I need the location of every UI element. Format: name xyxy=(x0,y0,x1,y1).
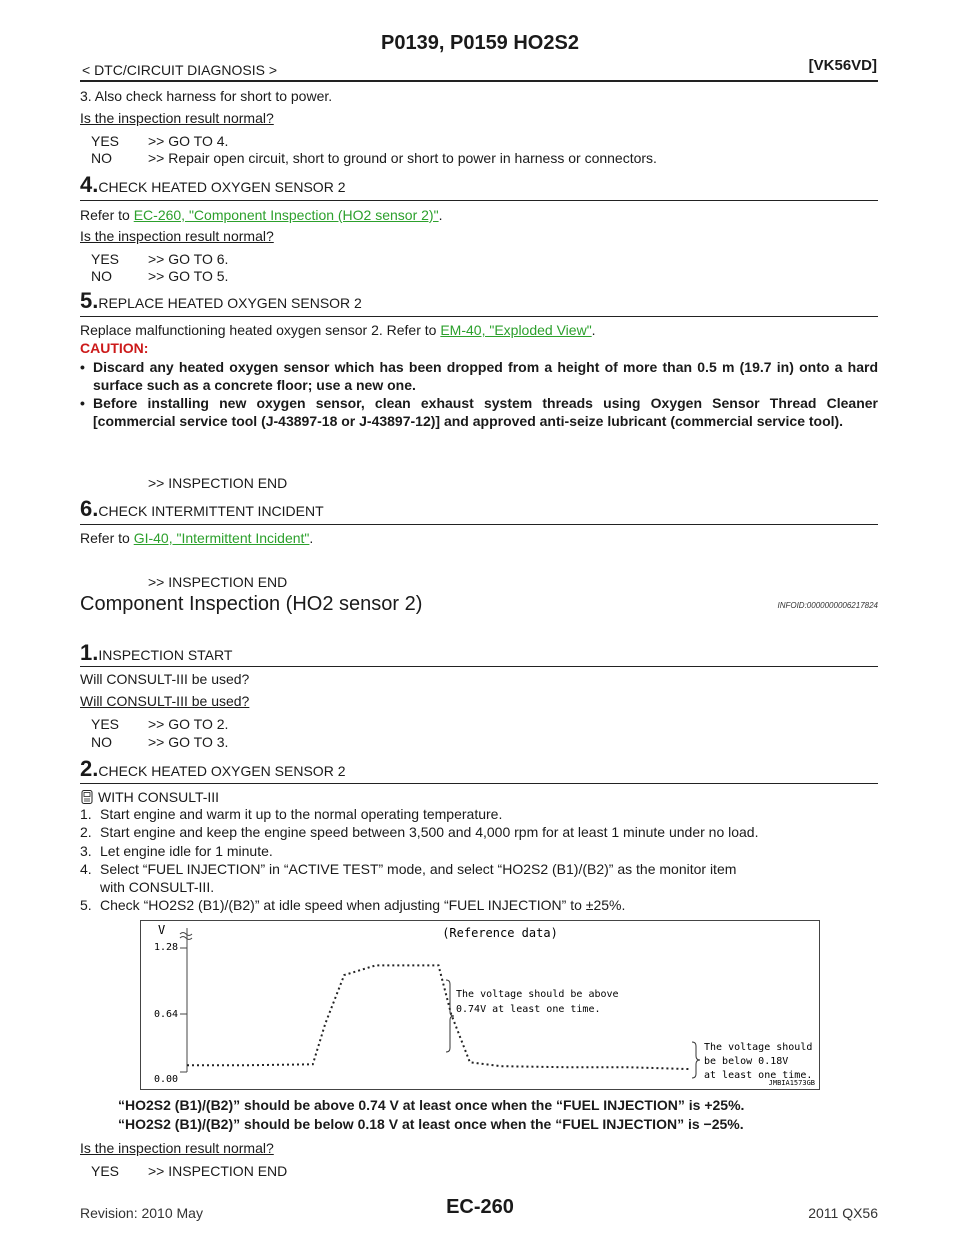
annotation-1-line-1: The voltage should be above xyxy=(456,989,619,1000)
step3-line: 3. Also check harness for short to power. xyxy=(80,88,333,104)
engine-code: [VK56VD] xyxy=(808,57,877,74)
criteria-note-2: “HO2S2 (B1)/(B2)” should be below 0.18 V at least once when the “FUEL INJECTION” is −25%. xyxy=(118,1116,744,1132)
breadcrumb: < DTC/CIRCUIT DIAGNOSIS > xyxy=(82,62,277,78)
criteria-note-1: “HO2S2 (B1)/(B2)” should be above 0.74 V at least once when the “FUEL INJECTION” is +25%. xyxy=(118,1097,745,1113)
procedure-number: 2. xyxy=(80,824,92,840)
step4-question: Is the inspection result normal? xyxy=(80,228,274,244)
step5-heading xyxy=(80,288,362,314)
header-rule xyxy=(80,80,878,82)
procedure-text: Start engine and keep the engine speed between 3,500 and 4,000 rpm for at least 1 minute under no load. xyxy=(100,824,759,840)
procedure-number: 1. xyxy=(80,806,92,822)
step3-question: Is the inspection result normal? xyxy=(80,110,274,126)
step4-link[interactable]: EC-260, "Component Inspection (HO2 sensor 2)" xyxy=(133,207,439,223)
step4-refer-prefix: Refer to xyxy=(80,207,134,223)
step4-yes-text: >> GO TO 6. xyxy=(148,251,229,267)
step3-yes-text: >> GO TO 4. xyxy=(148,133,229,149)
step5-text xyxy=(80,322,596,339)
step6-rule xyxy=(80,524,878,525)
step6-refer-suffix: . xyxy=(309,530,314,546)
step3-yes-label: YES xyxy=(91,133,120,149)
cstep1-yes-label: YES xyxy=(91,716,120,732)
footer-revision: Revision: 2010 May xyxy=(80,1205,203,1221)
cstep2-yes-text: >> INSPECTION END xyxy=(148,1163,288,1179)
caution-label: CAUTION: xyxy=(80,340,149,356)
step5-rule xyxy=(80,316,878,317)
cstep2-question: Is the inspection result normal? xyxy=(80,1140,274,1156)
cstep2-heading xyxy=(80,756,346,782)
procedure-text: Start engine and warm it up to the normal operating temperature. xyxy=(100,806,503,822)
step4-rule xyxy=(80,200,878,201)
consult-line xyxy=(80,789,219,806)
footer-model: 2011 QX56 xyxy=(808,1205,878,1221)
cstep2-number: 2. xyxy=(80,756,99,781)
procedure-number: 4. xyxy=(80,861,92,877)
cstep2-yes-label: YES xyxy=(91,1163,120,1179)
step4-title: CHECK HEATED OXYGEN SENSOR 2 xyxy=(98,179,346,195)
reference-chart xyxy=(140,920,820,1090)
chart-title: (Reference data) xyxy=(442,926,558,940)
step4-refer-suffix: . xyxy=(438,207,443,223)
step6-end: >> INSPECTION END xyxy=(148,574,288,590)
step6-title: CHECK INTERMITTENT INCIDENT xyxy=(98,503,324,519)
procedure-text: Select “FUEL INJECTION” in “ACTIVE TEST” mode, and select “HO2S2 (B1)/(B2)” as the monitor item xyxy=(100,861,737,877)
procedure-text: Check “HO2S2 (B1)/(B2)” at idle speed when adjusting “FUEL INJECTION” to ±25%. xyxy=(100,897,626,913)
step4-yes-label: YES xyxy=(91,251,120,267)
annotation-2-line-3: at least one time. xyxy=(704,1070,813,1081)
procedure-text: Let engine idle for 1 minute. xyxy=(100,843,273,859)
page-title: P0139, P0159 HO2S2 xyxy=(381,32,579,54)
annotation-1-line-2: 0.74V at least one time. xyxy=(456,1004,601,1015)
footer-page-number: EC-260 xyxy=(446,1196,514,1218)
cstep1-line: Will CONSULT-III be used? xyxy=(80,671,250,687)
step5-text-suffix: . xyxy=(591,322,596,338)
step5-link[interactable]: EM-40, "Exploded View" xyxy=(440,322,592,338)
step4-number: 4. xyxy=(80,172,99,197)
step6-heading xyxy=(80,496,324,522)
cstep1-question: Will CONSULT-III be used? xyxy=(80,693,250,709)
step3-no-text: >> Repair open circuit, short to ground or short to power in harness or connectors. xyxy=(148,150,657,166)
figure-code: JMBIA1573GB xyxy=(768,1079,815,1087)
step5-text-prefix: Replace malfunctioning heated oxygen sensor 2. Refer to xyxy=(80,322,441,338)
cstep2-title: CHECK HEATED OXYGEN SENSOR 2 xyxy=(98,763,346,779)
procedure-number: 5. xyxy=(80,897,92,913)
step4-heading xyxy=(80,172,346,198)
procedure-number: 3. xyxy=(80,843,92,859)
section-heading: Component Inspection (HO2 sensor 2) xyxy=(80,593,423,615)
step4-no-label: NO xyxy=(91,268,112,284)
cstep1-yes-text: >> GO TO 2. xyxy=(148,716,229,732)
caution-bullet-1-text: Discard any heated oxygen sensor which has been dropped from a height of more than 0.5 m (19.7 in) onto a hard surface such as a concrete floor; use a new one. xyxy=(93,359,878,393)
step5-number: 5. xyxy=(80,288,99,313)
annotation-2-line-1: The voltage should xyxy=(704,1042,813,1053)
y-tick-label: 0.64 xyxy=(154,1009,179,1020)
caution-bullet-2 xyxy=(80,394,878,430)
step6-refer xyxy=(80,530,313,547)
procedure-text: with CONSULT-III. xyxy=(100,879,215,895)
y-tick-label: 0.00 xyxy=(154,1074,179,1085)
caution-bullet-2-text: Before installing new oxygen sensor, clean exhaust system threads using Oxygen Sensor Thread Cleaner [commercial service tool (J-43897-18 or J-43897-12)] and approved anti-seize lubricant (commercial service tool). xyxy=(93,395,878,429)
y-tick-label: 1.28 xyxy=(154,942,179,953)
cstep1-no-text: >> GO TO 3. xyxy=(148,734,229,750)
step3-no-label: NO xyxy=(91,150,112,166)
step6-number: 6. xyxy=(80,496,99,521)
cstep1-heading xyxy=(80,640,232,666)
bullet-dot-icon: • xyxy=(80,395,85,411)
annotation-2-line-2: be below 0.18V xyxy=(704,1056,789,1067)
cstep1-no-label: NO xyxy=(91,734,112,750)
info-id: INFOID:0000000006217824 xyxy=(777,601,878,610)
consult-icon xyxy=(80,790,94,804)
cstep2-rule xyxy=(80,783,878,784)
cstep1-number: 1. xyxy=(80,640,99,665)
caution-bullet-1 xyxy=(80,358,878,394)
step6-link[interactable]: GI-40, "Intermittent Incident" xyxy=(133,530,310,546)
step5-end: >> INSPECTION END xyxy=(148,475,288,491)
y-axis-label: V xyxy=(158,923,166,937)
step4-refer xyxy=(80,207,442,224)
step4-no-text: >> GO TO 5. xyxy=(148,268,229,284)
cstep1-rule xyxy=(80,666,878,667)
bullet-dot-icon: • xyxy=(80,359,85,375)
cstep1-title: INSPECTION START xyxy=(98,647,233,663)
step6-refer-prefix: Refer to xyxy=(80,530,134,546)
consult-label: WITH CONSULT-III xyxy=(98,789,220,805)
step5-title: REPLACE HEATED OXYGEN SENSOR 2 xyxy=(98,295,362,311)
